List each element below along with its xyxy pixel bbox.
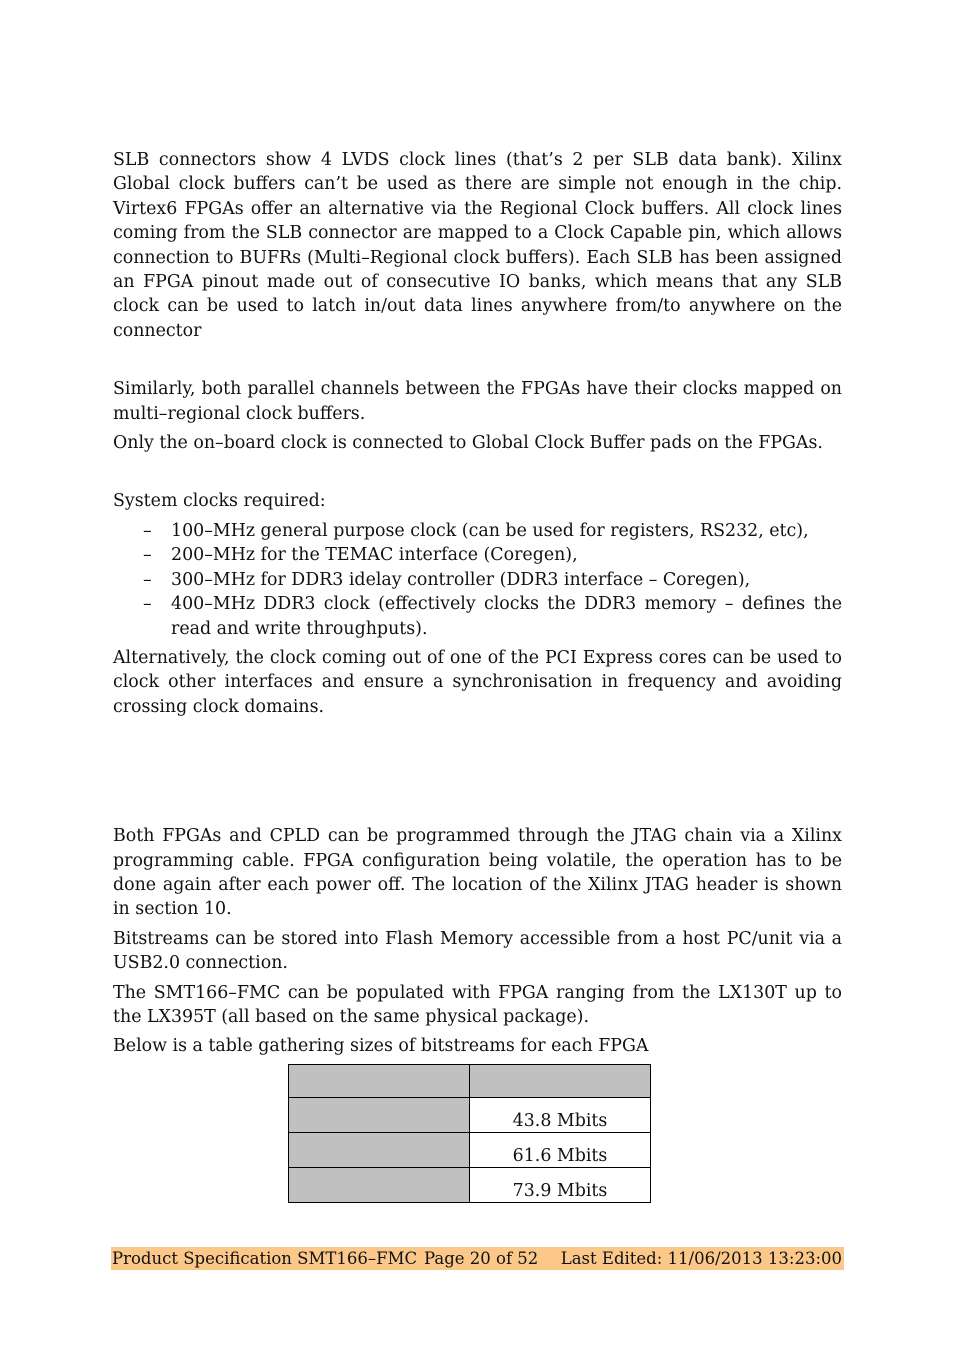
list-item: – 400–MHz DDR3 clock (effectively clocks the DDR3 memory – defines the read and write throughputs). [143,594,842,639]
table-header-cell [470,1065,651,1098]
table-value-cell: 43.8 Mbits [470,1098,651,1133]
paragraph-slb-clocks: SLB connectors show 4 LVDS clock lines (that’s 2 per SLB data bank). Xilinx Global clock buffers can’t be used as there are simple not enough in the chip. Virtex6 FPGAs offer an alternative via the Regional Clock buffers. All clock lines coming from the SLB connector are mapped to a Clock Capable pin, which allows connection to BUFRs (Multi–Regional clock buffers). Each SLB has been assigned an FPGA pinout made out of consecutive IO banks, which means that any SLB clock can be used to latch in/out data lines anywhere from/to anywhere on the connector [113,150,842,341]
page-footer [111,1247,844,1270]
footer-page-number: Page 20 of 52 [424,1249,539,1268]
paragraph-table-intro: Below is a table gathering sizes of bitstreams for each FPGA [113,1036,649,1057]
table-value-cell: 73.9 Mbits [470,1168,651,1203]
table-row [289,1098,651,1133]
dash-mark: – [143,594,152,615]
table-value-cell: 61.6 Mbits [470,1133,651,1168]
bitstream-size-table [288,1064,651,1203]
paragraph-flash: Bitstreams can be stored into Flash Memory accessible from a host PC/unit via a USB2.0 connection. [113,928,842,974]
list-item: – 300–MHz for DDR3 idelay controller (DDR3 interface – Coregen), [113,568,842,592]
paragraph-parallel-channels: Similarly, both parallel channels between the FPGAs have their clocks mapped on multi–regional clock buffers. [113,379,842,424]
list-item: – 200–MHz for the TEMAC interface (Coregen), [113,543,842,567]
dash-mark: – [143,520,152,541]
paragraph-pci-express-clock: Alternatively, the clock coming out of one of the PCI Express cores can be used to clock other interfaces and ensure a synchronisation in frequency and avoiding crossing clock domains. [113,647,842,717]
page-body [113,148,842,1059]
table-header-cell [289,1065,470,1098]
paragraph-onboard-clock: Only the on–board clock is connected to Global Clock Buffer pads on the FPGAs. [113,433,823,454]
table-row [289,1133,651,1168]
footer-last-edited: Last Edited: 11/06/2013 13:23:00 [560,1249,842,1268]
footer-product: Product Specification SMT166–FMC [112,1249,418,1268]
paragraph-jtag: Both FPGAs and CPLD can be programmed through the JTAG chain via a Xilinx programming cable. FPGA configuration being volatile, the operation has to be done again after each power off. The location of the Xilinx JTAG header is shown in section 10. [113,826,842,920]
paragraph-fpga-range: The SMT166–FMC can be populated with FPGA ranging from the LX130T up to the LX395T (all based on the same physical package). [113,982,842,1027]
dash-mark: – [143,569,152,590]
table-label-cell [289,1098,470,1133]
table-label-cell [289,1133,470,1168]
table-row [289,1168,651,1203]
list-item: – 100–MHz general purpose clock (can be used for registers, RS232, etc), [113,519,842,543]
paragraph-system-clocks: System clocks required: [113,491,326,512]
dash-mark: – [143,545,152,566]
clock-list [113,519,842,641]
table-header-row [289,1065,651,1098]
table-label-cell [289,1168,470,1203]
